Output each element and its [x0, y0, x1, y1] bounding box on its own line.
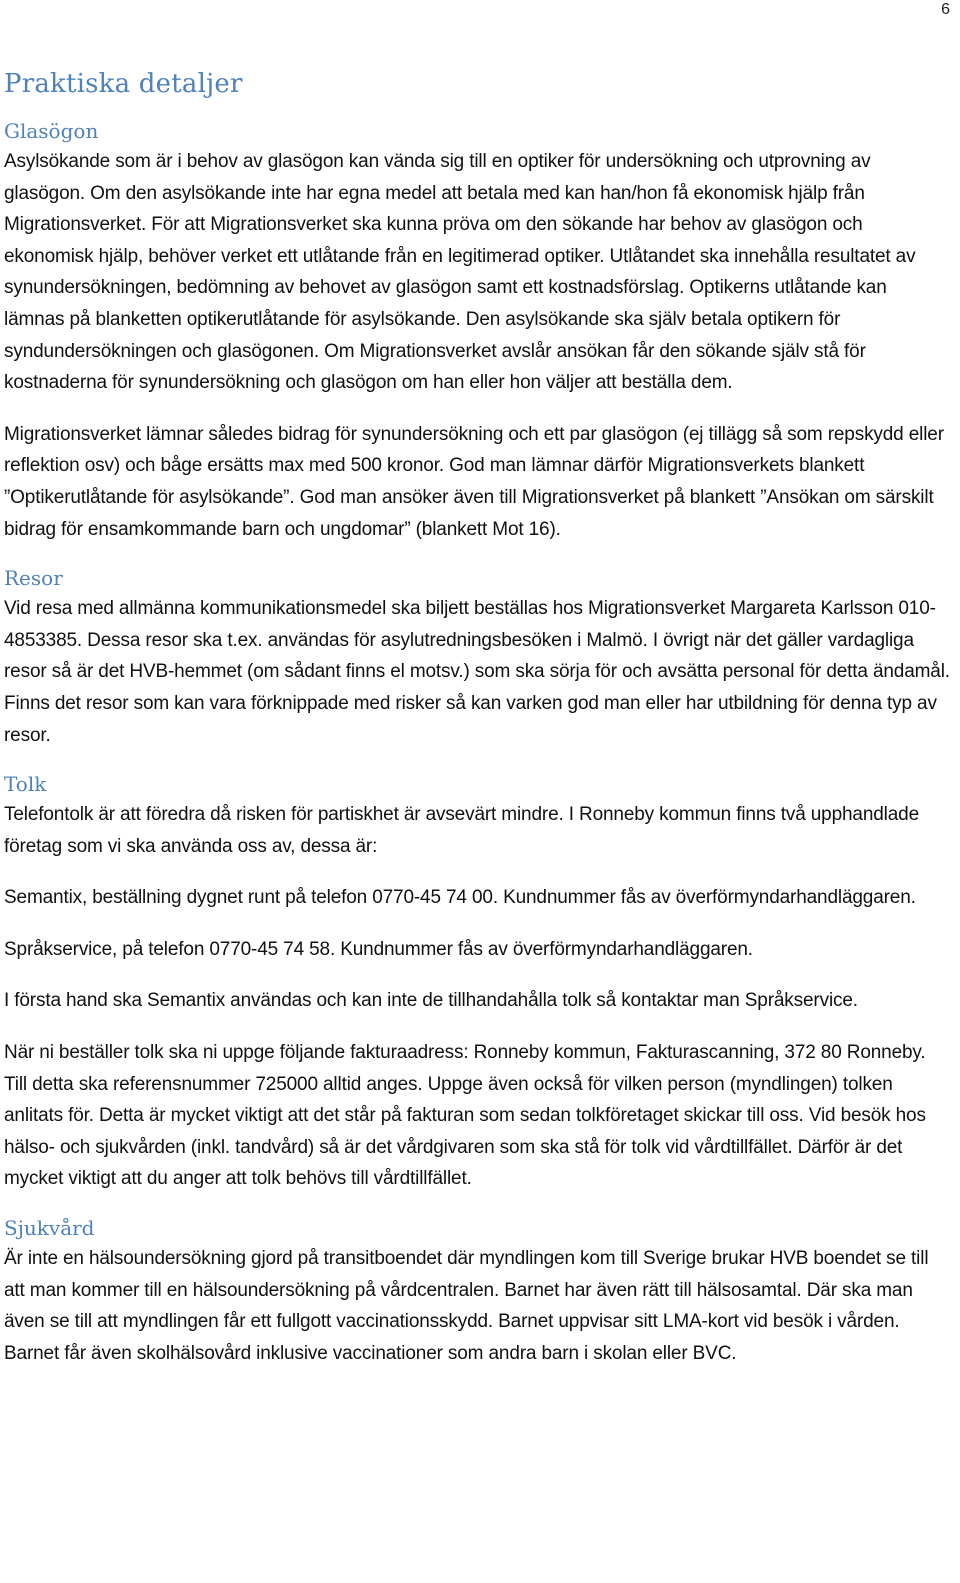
paragraph: Språkservice, på telefon 0770-45 74 58. Kundnummer fås av överförmyndarhandläggaren. [4, 938, 753, 960]
paragraph: Asylsökande som är i behov av glasögon kan vända sig till en optiker för undersökning och utprovning av glasögon. Om den asylsökande inte har egna medel att betala med kan han/hon få ekonomisk hjälp från Migrationsverket. För att Migrationsverket ska kunna pröva om den sökande har behov av glasögon och ekonomisk hjälp, behöver verket ett utlåtande från en legitimerad optiker. Utlåtandet ska innehålla resultatet av synundersökningen, bedömning av behovet av glasögon samt ett kostnadsförslag. Optikerns utlåtande kan lämnas på blanketten optikerutlåtande för asylsökande. Den asylsökande ska själv betala optikern för syndundersökningen och glasögonen. Om Migrationsverket avslår ansökan får den sökande själv stå för kostnaderna för synundersökning och glasögon om han eller hon väljer att beställa dem. [4, 151, 916, 394]
paragraph: Är inte en hälsoundersökning gjord på transitboendet där myndlingen kom till Sverige brukar HVB boendet se till att man kommer till en hälsoundersökning på vårdcentralen. Barnet har även rätt till hälsosamtal. Där ska man även se till att myndlingen får ett fullgott vaccinationsskydd. Barnet uppvisar sitt LMA-kort vid besök i vården. Barnet får även skolhälsovård inklusive vaccinationer som andra barn i skolan eller BVC. [4, 1248, 929, 1364]
section-resor [4, 563, 952, 751]
section-sjukvard [4, 1213, 952, 1369]
paragraph: I första hand ska Semantix användas och kan inte de tillhandahålla tolk så kontaktar man Språkservice. [4, 990, 858, 1012]
section-heading-resor: Resor [4, 566, 63, 591]
page-title: Praktiska detaljer [4, 69, 243, 99]
section-heading-glasogon: Glasögon [4, 119, 99, 143]
paragraph: Migrationsverket lämnar således bidrag för synundersökning och ett par glasögon (ej tillägg så som repskydd eller reflektion osv) och båge ersätts max med 500 kronor. God man lämnar därför Migrationsverkets blankett ”Optikerutlåtande för asylsökande”. God man ansöker även till Migrationsverket på blankett ”Ansökan om särskilt bidrag för ensamkommande barn och ungdomar” (blankett Mot 16). [4, 423, 944, 540]
paragraph: Semantix, beställning dygnet runt på telefon 0770-45 74 00. Kundnummer fås av överförmyndarhandläggaren. [4, 887, 916, 909]
section-glasogon [4, 116, 952, 545]
section-tolk [4, 769, 952, 1195]
paragraph: Telefontolk är att föredra då risken för partiskhet är avsevärt mindre. I Ronneby kommun finns två upphandlade företag som vi ska använda oss av, dessa är: [4, 804, 919, 857]
document-body [4, 0, 952, 1369]
paragraph: När ni beställer tolk ska ni uppge följande fakturaadress: Ronneby kommun, Fakturascanning, 372 80 Ronneby. Till detta ska referensnummer 725000 alltid anges. Uppge även också för vilken person (myndlingen) tolken anlitats för. Detta är mycket viktigt att det står på fakturan som sedan tolkföretaget skickar till oss. Vid besök hos hälso- och sjukvården (inkl. tandvård) så är det vårdgivaren som ska stå för tolk vid vårdtillfället. Därför är det mycket viktigt att du anger att tolk behövs till vårdtillfället. [4, 1042, 926, 1190]
section-heading-tolk: Tolk [4, 772, 47, 797]
page-number: 6 [941, 1, 950, 18]
section-heading-sjukvard: Sjukvård [4, 1216, 95, 1241]
paragraph: Vid resa med allmänna kommunikationsmedel ska biljett beställas hos Migrationsverket Margareta Karlsson 010-4853385. Dessa resor ska t.ex. användas för asylutredningsbesöken i Malmö. I övrigt när det gäller vardagliga resor så är det HVB-hemmet (om sådant finns el motsv.) som ska sörja för och avsätta personal för detta ändamål. Finns det resor som kan vara förknippade med risker så kan varken god man eller har utbildning för denna typ av resor. [4, 598, 950, 746]
